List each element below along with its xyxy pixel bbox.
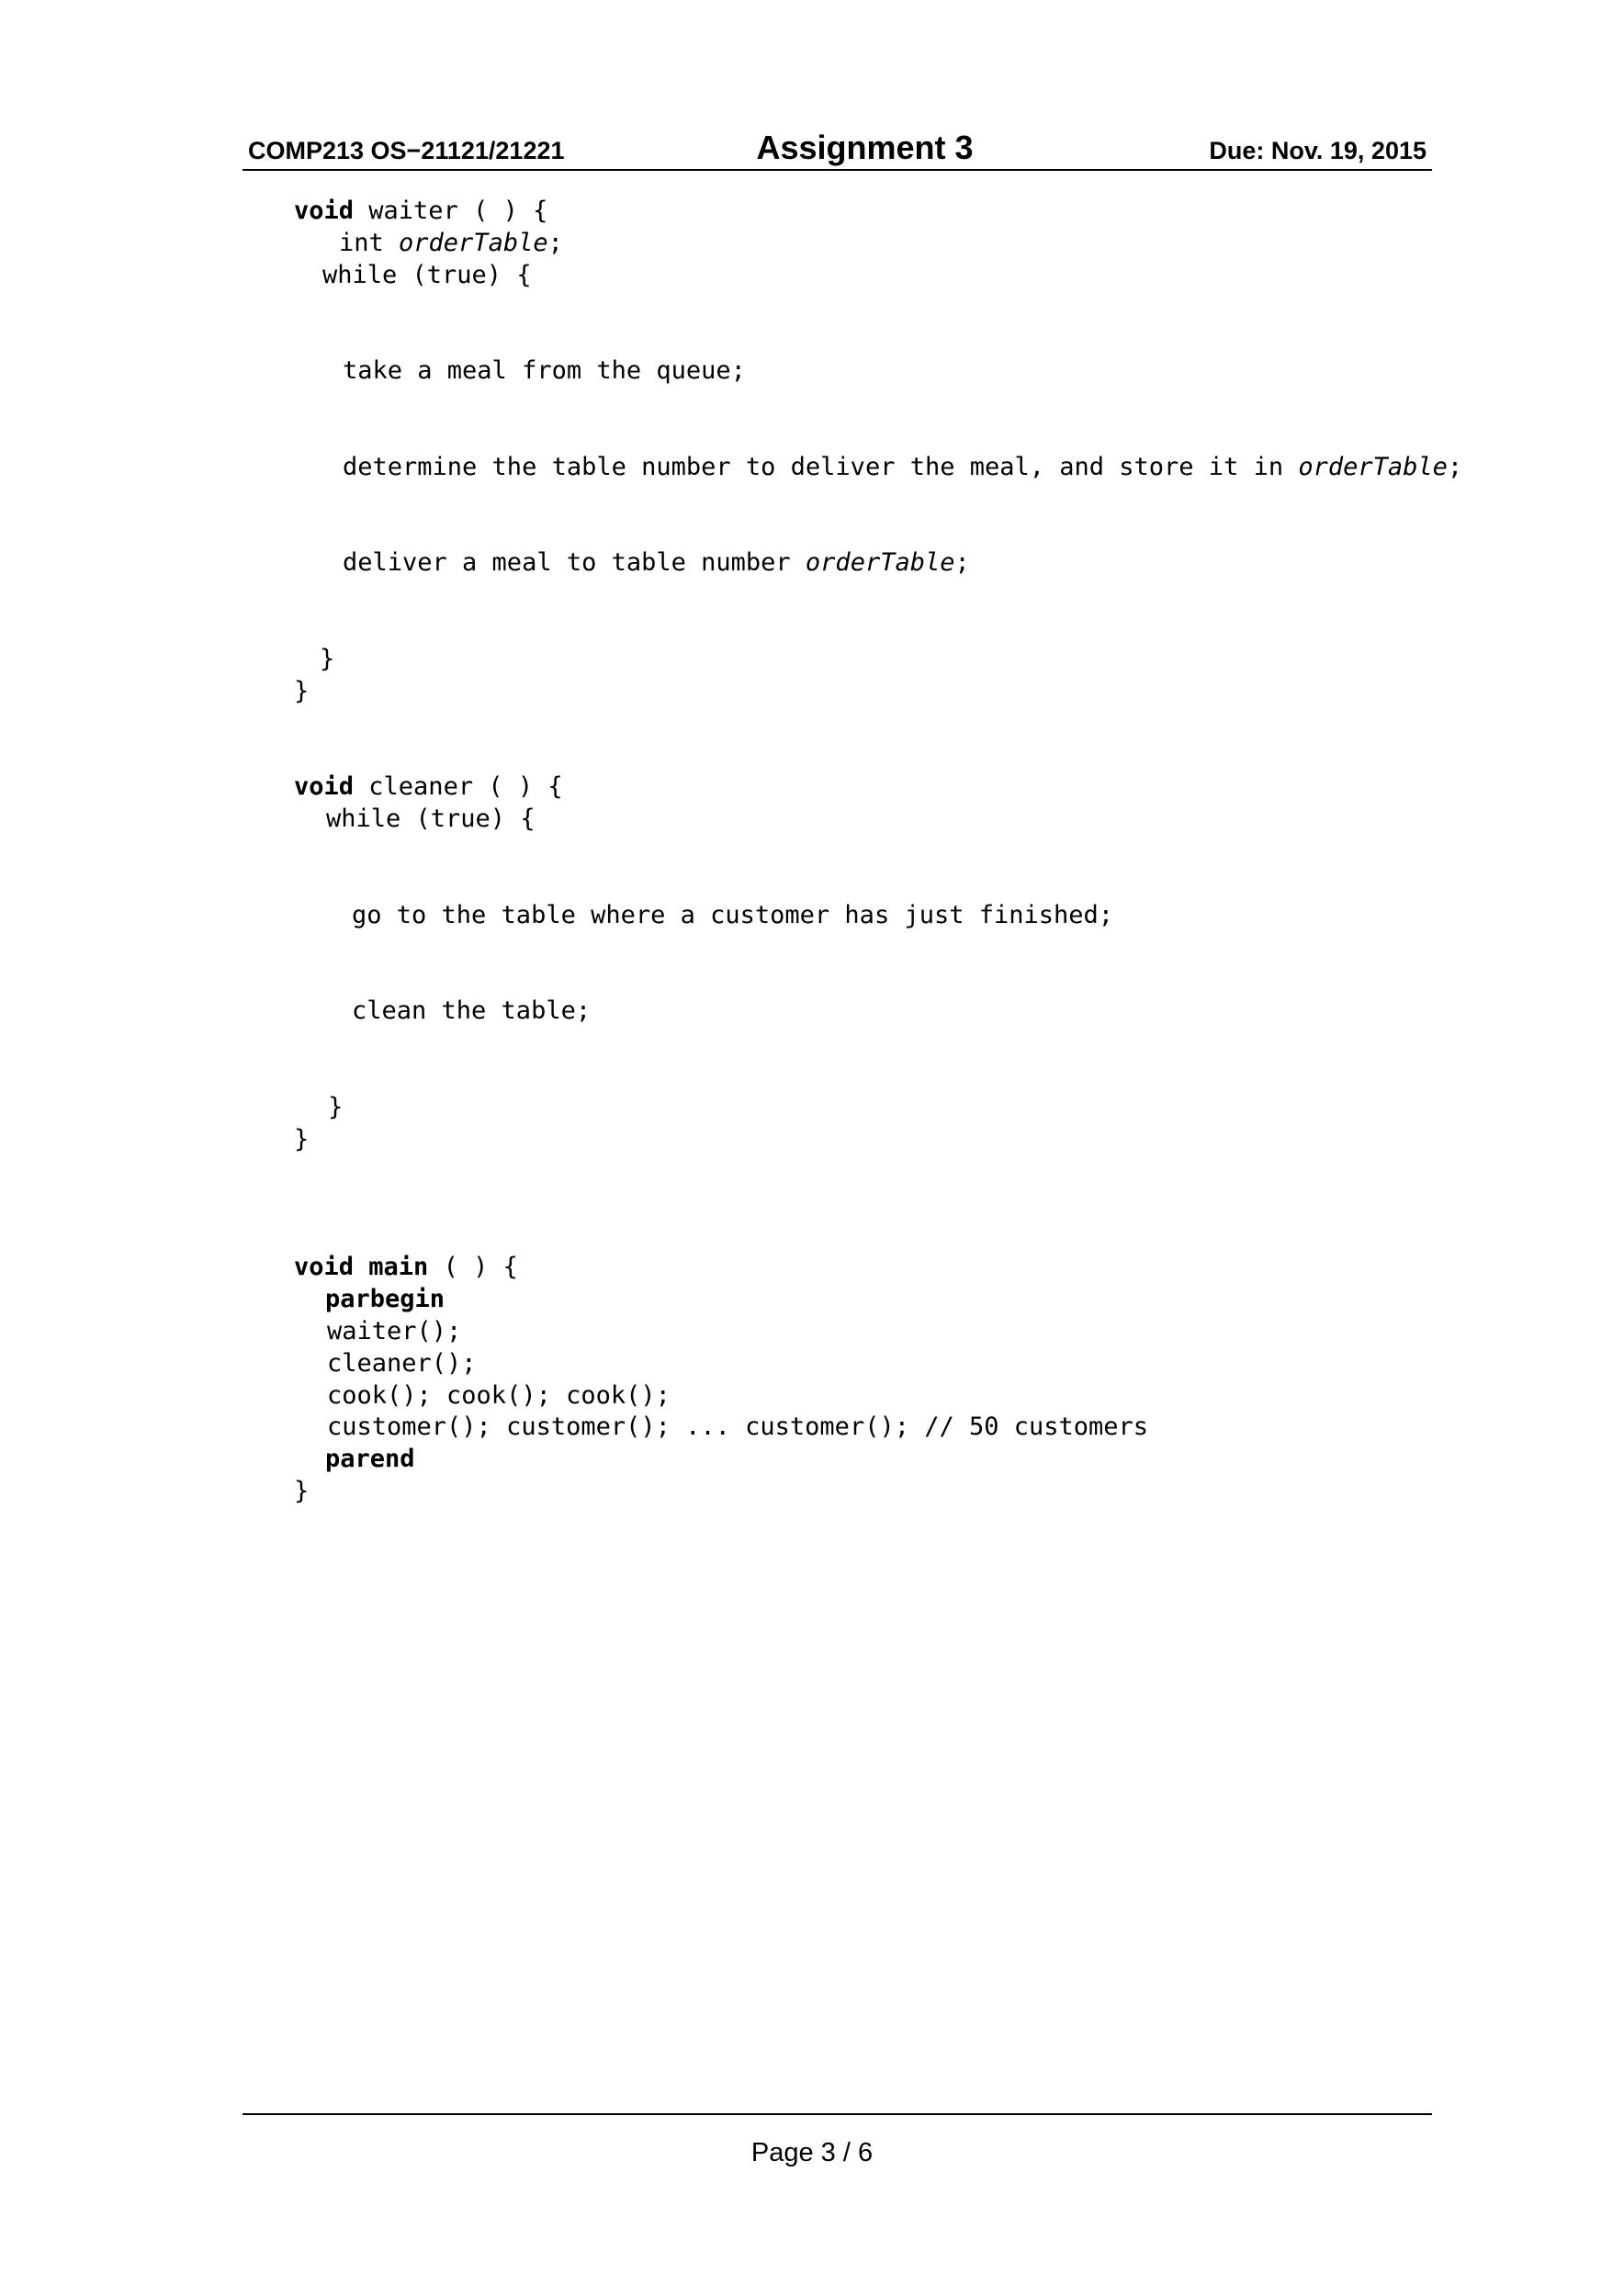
main-line-customers: customer(); customer(); ... customer(); // 50 customers [327, 1412, 1149, 1441]
waiter-loop: while (true) { [322, 261, 532, 289]
main-signature-rest: ( ) { [428, 1253, 518, 1281]
step3-var: orderTable [805, 548, 955, 577]
waiter-step-take-meal: take a meal from the queue; [343, 356, 746, 385]
step3-text: deliver a meal to table number [343, 548, 806, 577]
due-date: Due: Nov. 19, 2015 [1209, 137, 1427, 164]
waiter-signature [294, 198, 547, 223]
cleaner-close: } [294, 1125, 310, 1154]
void-keyword: void [294, 197, 355, 225]
step2-var: orderTable [1298, 453, 1448, 481]
main-line-waiter: waiter(); [327, 1317, 462, 1345]
header-divider [242, 169, 1432, 171]
waiter-declaration [339, 231, 563, 255]
main-line-cooks: cook(); cook(); cook(); [327, 1381, 671, 1410]
cleaner-signature-rest: cleaner ( ) { [354, 772, 563, 801]
waiter-signature-rest: waiter ( ) { [354, 197, 548, 225]
cleaner-loop: while (true) { [326, 805, 536, 833]
parbegin-keyword: parbegin [325, 1285, 445, 1313]
decl-var: orderTable [399, 229, 548, 257]
decl-type: int [339, 229, 400, 257]
parend-keyword: parend [325, 1445, 415, 1473]
cleaner-loop-close: } [328, 1093, 344, 1121]
step2-text: determine the table number to deliver the meal, and store it in [343, 453, 1299, 481]
waiter-close: } [294, 677, 310, 705]
main-line-cleaner: cleaner(); [327, 1349, 477, 1378]
waiter-step-deliver [343, 550, 970, 575]
page-number: Page 3 / 6 [750, 2138, 874, 2167]
assignment-title: Assignment 3 [756, 129, 974, 166]
cleaner-step-go-to-table: go to the table where a customer has just finished; [352, 901, 1114, 929]
waiter-loop-close: } [320, 645, 335, 673]
main-signature [294, 1255, 518, 1279]
cleaner-step-clean: clean the table; [352, 996, 592, 1025]
main-close: } [294, 1477, 310, 1505]
void-keyword: void [294, 772, 355, 801]
step2-end: ; [1447, 453, 1463, 481]
footer-divider [242, 2113, 1432, 2115]
void-main-keyword: void main [294, 1253, 429, 1281]
page-header [242, 127, 1432, 171]
waiter-step-determine-table [343, 455, 1462, 479]
course-code: COMP213 OS−21121/21221 [248, 137, 565, 164]
decl-end: ; [547, 229, 563, 257]
cleaner-signature [294, 774, 563, 799]
step3-end: ; [954, 548, 970, 577]
